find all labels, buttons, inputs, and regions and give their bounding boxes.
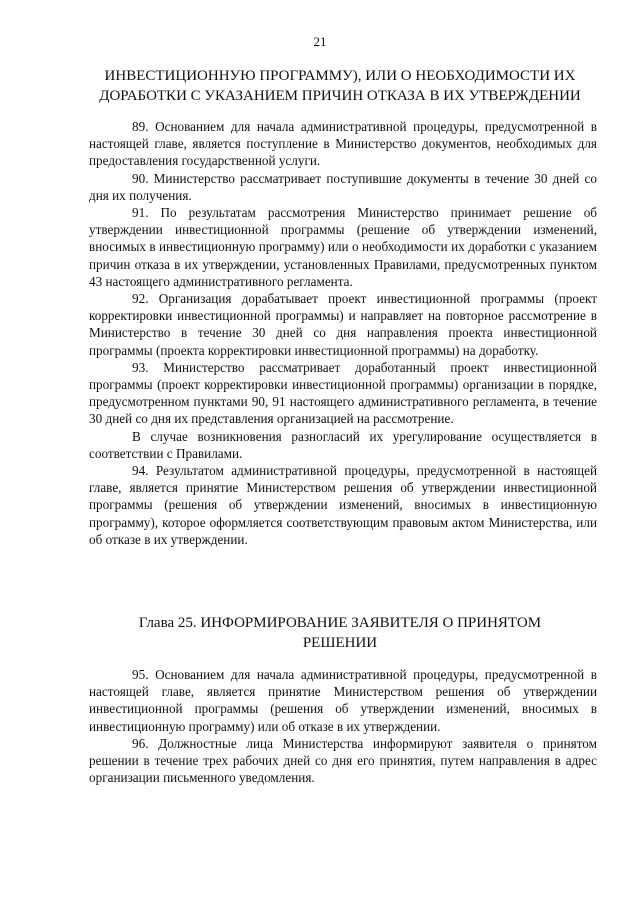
body-text-part-2 xyxy=(89,666,597,786)
paragraph-89: 89. Основанием для начала административной процедуры, предусмотренной в настоящей главе, является поступление в Министерство документов, необходимых для предоставления государственной услуги. xyxy=(89,119,597,169)
page-number: 21 xyxy=(313,34,327,49)
section-heading xyxy=(80,66,600,106)
chapter-heading xyxy=(80,613,600,653)
paragraph-90: 90. Министерство рассматривает поступившие документы в течение 30 дней со дня их получения. xyxy=(89,170,597,203)
section-heading-line: ДОРАБОТКИ С УКАЗАНИЕМ ПРИЧИН ОТКАЗА В ИХ УТВЕРЖДЕНИИ xyxy=(99,88,581,104)
paragraph-92: 92. Организация дорабатывает проект инвестиционной программы (проект корректировки инвестиционной программы) и направляет на повторное рассмотрение в Министерство в течение 30 дней со дня направления проекта инвестиционной программы (проекта корректировки инвестиционной программы) на доработку. xyxy=(89,291,597,358)
paragraph-96: 96. Должностные лица Министерства информируют заявителя о принятом решении в течение трех рабочих дней со дня его принятия, путем направления в адрес организации письменного уведомления. xyxy=(89,735,597,786)
paragraph-91: 91. По результатам рассмотрения Министерство принимает решение об утверждении инвестиционной программы (решение об утверждении изменений, вносимых в инвестиционную программу) или о необходимости их доработки с указанием причин отказа в их утверждении, установленных Правилами, предусмотренных пунктом 43 настоящего административного регламента. xyxy=(89,205,597,289)
paragraph-94: 94. Результатом административной процедуры, предусмотренной в настоящей главе, является принятие Министерством решения об утверждении инвестиционной программы (решения об утверждении изменений, вносимых в инвестиционную программу), которое оформляется соответствующим правовым актом Министерства, или об отказе в их утверждении. xyxy=(89,463,597,547)
paragraph-95: 95. Основанием для начала административной процедуры, предусмотренной в настоящей главе, является принятие Министерством решения об утверждении инвестиционной программы (решения об утверждении изменений, вносимых в инвестиционную программу) или об отказе в их утверждении. xyxy=(89,667,597,734)
paragraph-93: 93. Министерство рассматривает доработанный проект инвестиционной программы (проект корректировки инвестиционной программы) организации в порядке, предусмотренном пунктами 90, 91 настоящего административного регламента, в течение 30 дней со дня их представления организацией на рассмотрение. xyxy=(89,359,597,427)
section-heading-line: ИНВЕСТИЦИОННУЮ ПРОГРАММУ), ИЛИ О НЕОБХОДИМОСТИ ИХ xyxy=(104,68,576,84)
chapter-heading-line: РЕШЕНИИ xyxy=(302,635,378,651)
chapter-heading-line: Глава 25. ИНФОРМИРОВАНИЕ ЗАЯВИТЕЛЯ О ПРИНЯТОМ xyxy=(138,615,542,631)
paragraph-93-continued: В случае возникновения разногласий их урегулирование осуществляется в соответствии с Правилами. xyxy=(89,428,597,461)
body-text-part-1 xyxy=(89,118,597,548)
